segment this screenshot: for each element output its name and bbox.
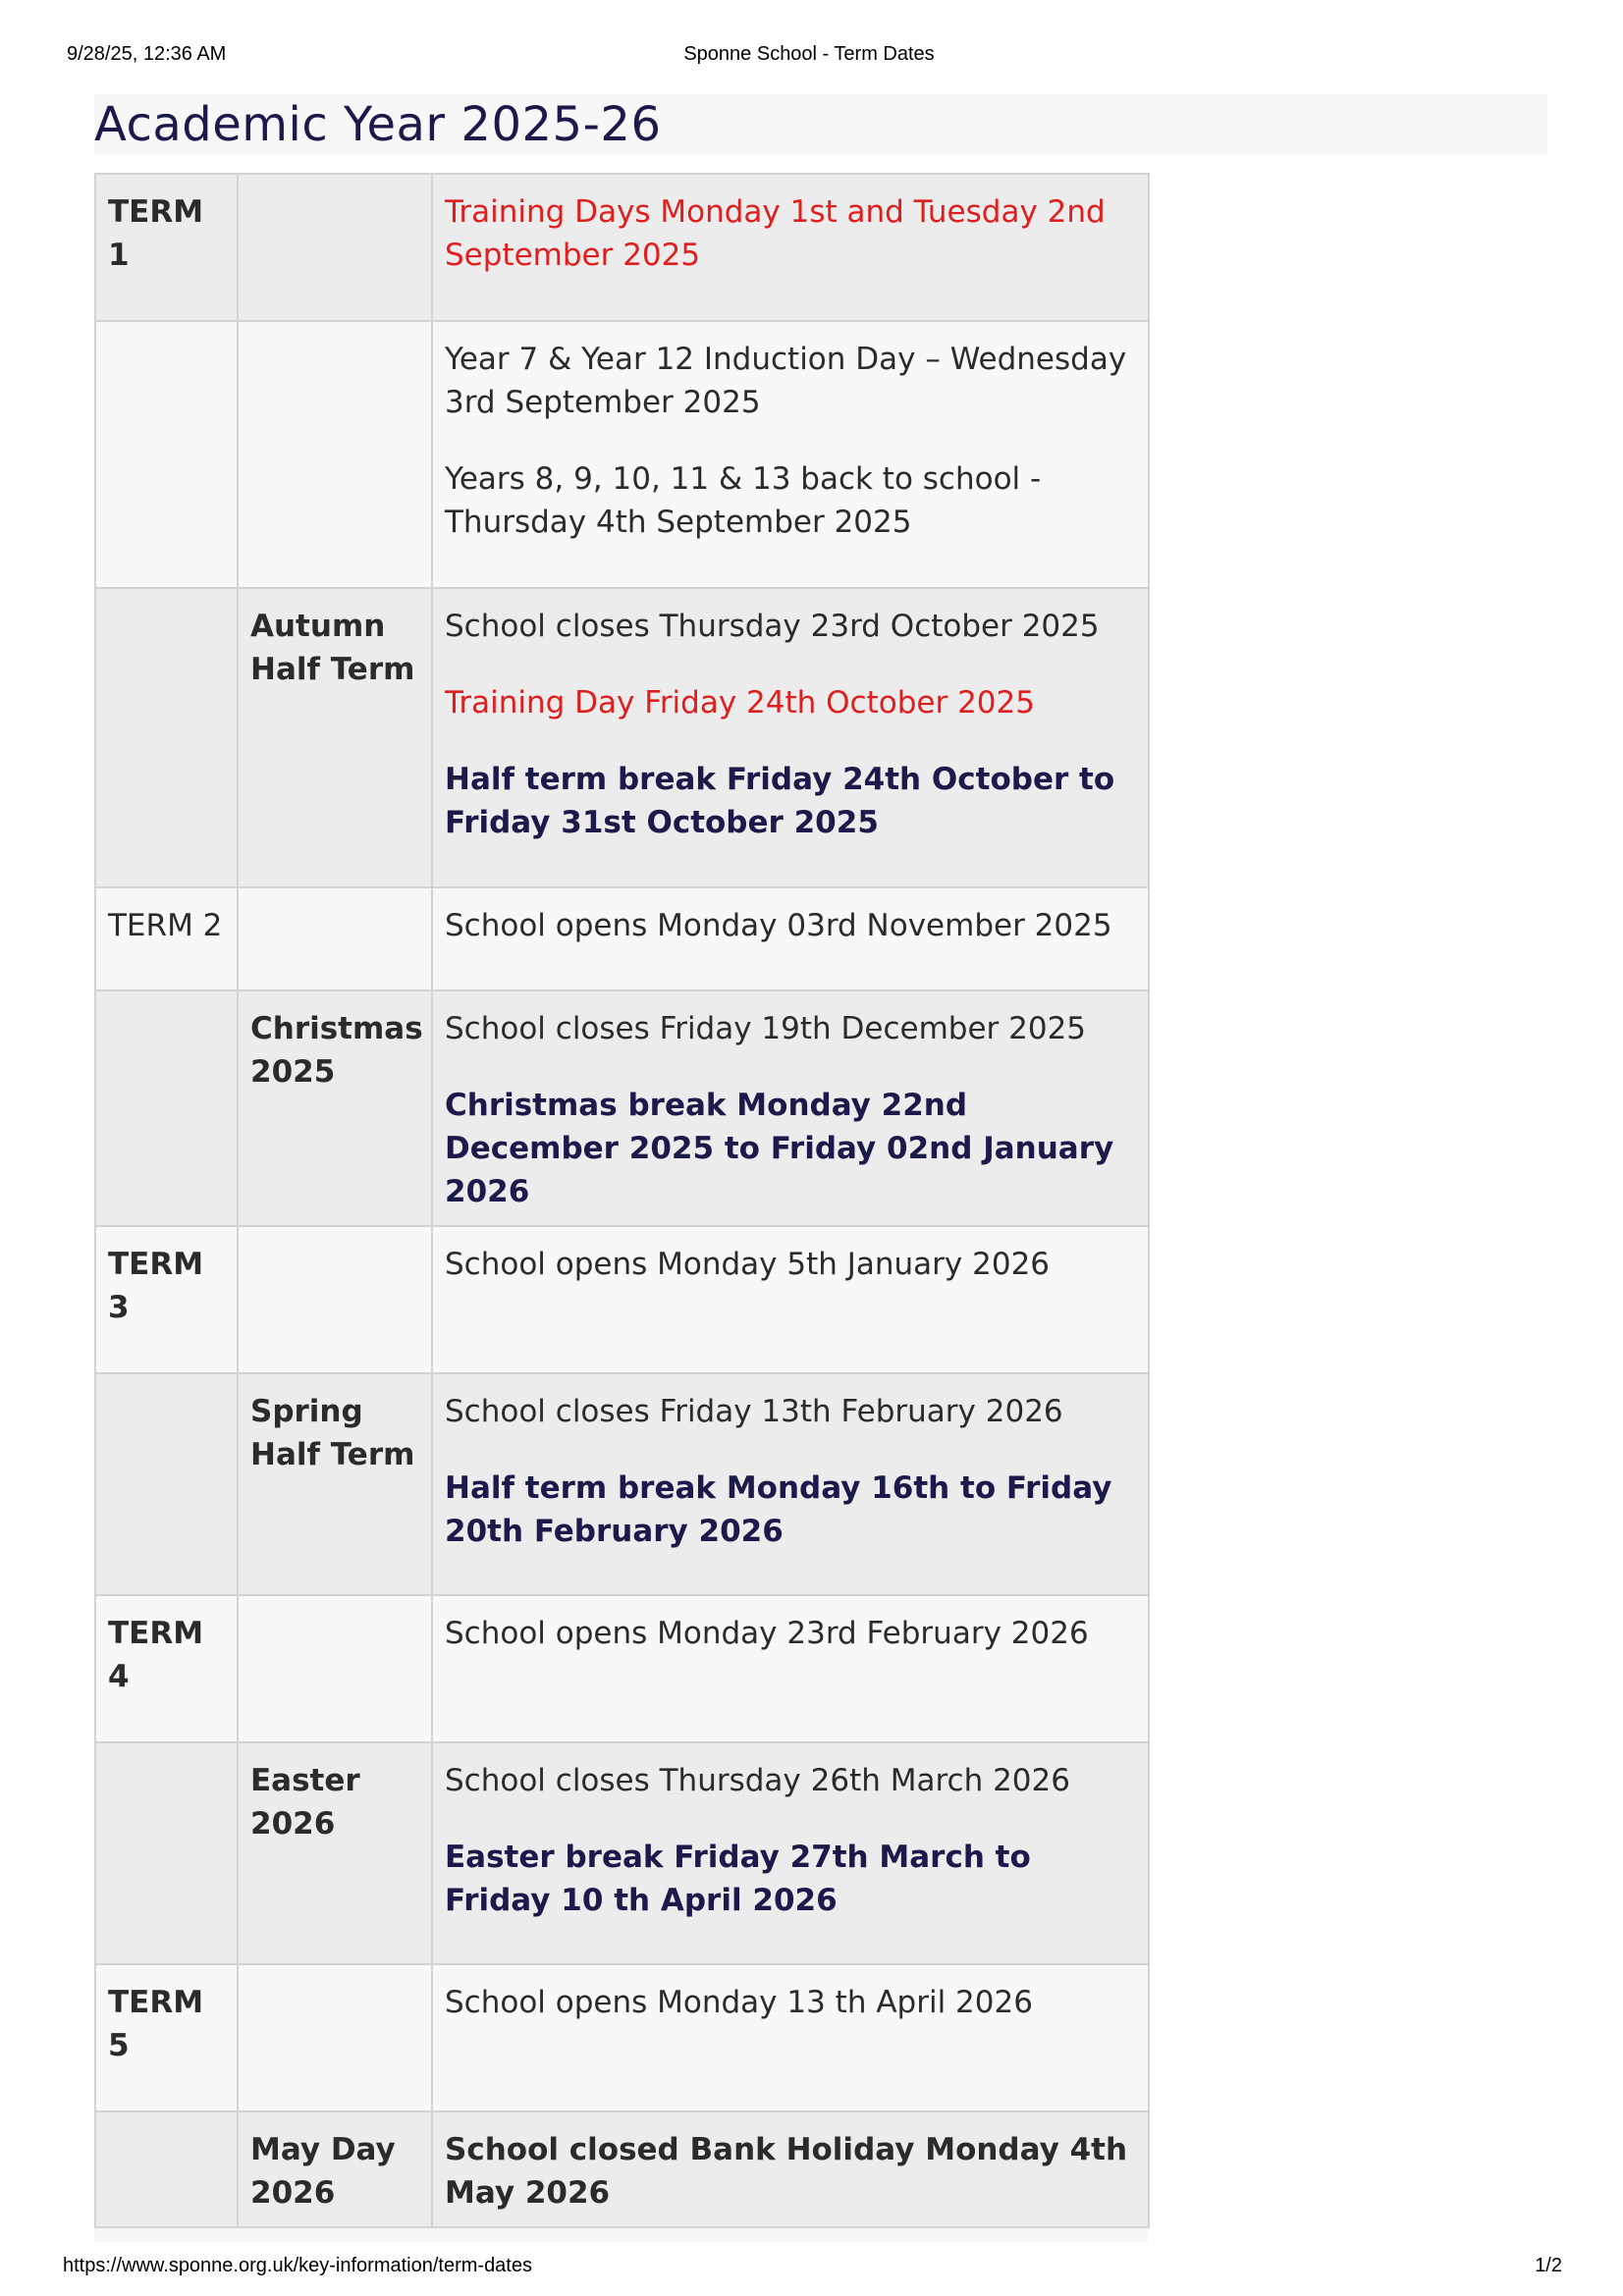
dates-cell (432, 2111, 1149, 2227)
date-line: Training Days Monday 1st and Tuesday 2nd September 2025 (445, 194, 1106, 273)
date-line: Easter break Friday 27th March to Friday 10 th April 2026 (445, 1840, 1031, 1918)
dates-cell (432, 174, 1149, 321)
period-label (238, 174, 432, 321)
table-row (95, 1742, 1149, 1964)
term-label (95, 2111, 238, 2227)
date-line: Training Day Friday 24th October 2025 (445, 685, 1035, 721)
period-label (238, 1595, 432, 1742)
dates-cell (432, 887, 1149, 990)
period-label (238, 887, 432, 990)
term-label: TERM 5 (95, 1964, 238, 2111)
dates-cell (432, 321, 1149, 588)
term-label (95, 1742, 238, 1964)
table-row (95, 174, 1149, 321)
term-label (95, 990, 238, 1226)
term-label: TERM 1 (95, 174, 238, 321)
period-label (238, 321, 432, 588)
term-label: TERM 2 (95, 887, 238, 990)
term-label: TERM 4 (95, 1595, 238, 1742)
table-row (95, 588, 1149, 887)
page-title: Academic Year 2025-26 (94, 97, 662, 152)
dates-cell (432, 1964, 1149, 2111)
title-bar (94, 94, 1547, 155)
period-label (238, 1964, 432, 2111)
period-label: Easter 2026 (238, 1742, 432, 1964)
period-label: May Day 2026 (238, 2111, 432, 2227)
date-line: School closes Thursday 26th March 2026 (445, 1763, 1070, 1798)
table-row (95, 887, 1149, 990)
print-datetime: 9/28/25, 12:36 AM (67, 43, 227, 65)
date-line: School opens Monday 23rd February 2026 (445, 1616, 1089, 1651)
dates-cell (432, 1595, 1149, 1742)
period-label: Spring Half Term (238, 1373, 432, 1595)
date-line: Year 7 & Year 12 Induction Day – Wednesday 3rd September 2025 (445, 342, 1127, 420)
date-line: School opens Monday 5th January 2026 (445, 1247, 1051, 1282)
date-line: Half term break Friday 24th October to Friday 31st October 2025 (445, 762, 1115, 840)
date-line: School closes Friday 13th February 2026 (445, 1394, 1063, 1429)
dates-cell (432, 588, 1149, 887)
table-row (95, 990, 1149, 1226)
table-row (95, 2111, 1149, 2227)
dates-cell (432, 1226, 1149, 1373)
date-line: School opens Monday 03rd November 2025 (445, 908, 1112, 943)
date-line: School opens Monday 13 th April 2026 (445, 1985, 1033, 2020)
dates-cell (432, 990, 1149, 1226)
date-line: School closes Thursday 23rd October 2025 (445, 609, 1100, 644)
term-dates-table (94, 173, 1150, 2228)
table-row (95, 1964, 1149, 2111)
table-row (95, 1373, 1149, 1595)
term-label (95, 588, 238, 887)
period-label: Autumn Half Term (238, 588, 432, 887)
term-label (95, 321, 238, 588)
term-dates-table-container (94, 173, 1148, 2242)
table-row (95, 1595, 1149, 1742)
table-row (95, 1226, 1149, 1373)
dates-cell (432, 1373, 1149, 1595)
table-row (95, 321, 1149, 588)
period-label (238, 1226, 432, 1373)
date-line: Years 8, 9, 10, 11 & 13 back to school - Thursday 4th September 2025 (445, 461, 1042, 540)
print-page-title: Sponne School - Term Dates (683, 43, 935, 65)
print-page-number: 1/2 (1535, 2255, 1562, 2276)
date-line: School closes Friday 19th December 2025 (445, 1011, 1087, 1046)
date-line: Half term break Monday 16th to Friday 20th February 2026 (445, 1470, 1112, 1549)
dates-cell (432, 1742, 1149, 1964)
term-label (95, 1373, 238, 1595)
date-line: Christmas break Monday 22nd December 2025 to Friday 02nd January 2026 (445, 1088, 1114, 1209)
print-url: https://www.sponne.org.uk/key-information/term-dates (63, 2255, 532, 2276)
period-label: Christmas 2025 (238, 990, 432, 1226)
date-line: School closed Bank Holiday Monday 4th May 2026 (445, 2132, 1128, 2211)
term-label: TERM 3 (95, 1226, 238, 1373)
